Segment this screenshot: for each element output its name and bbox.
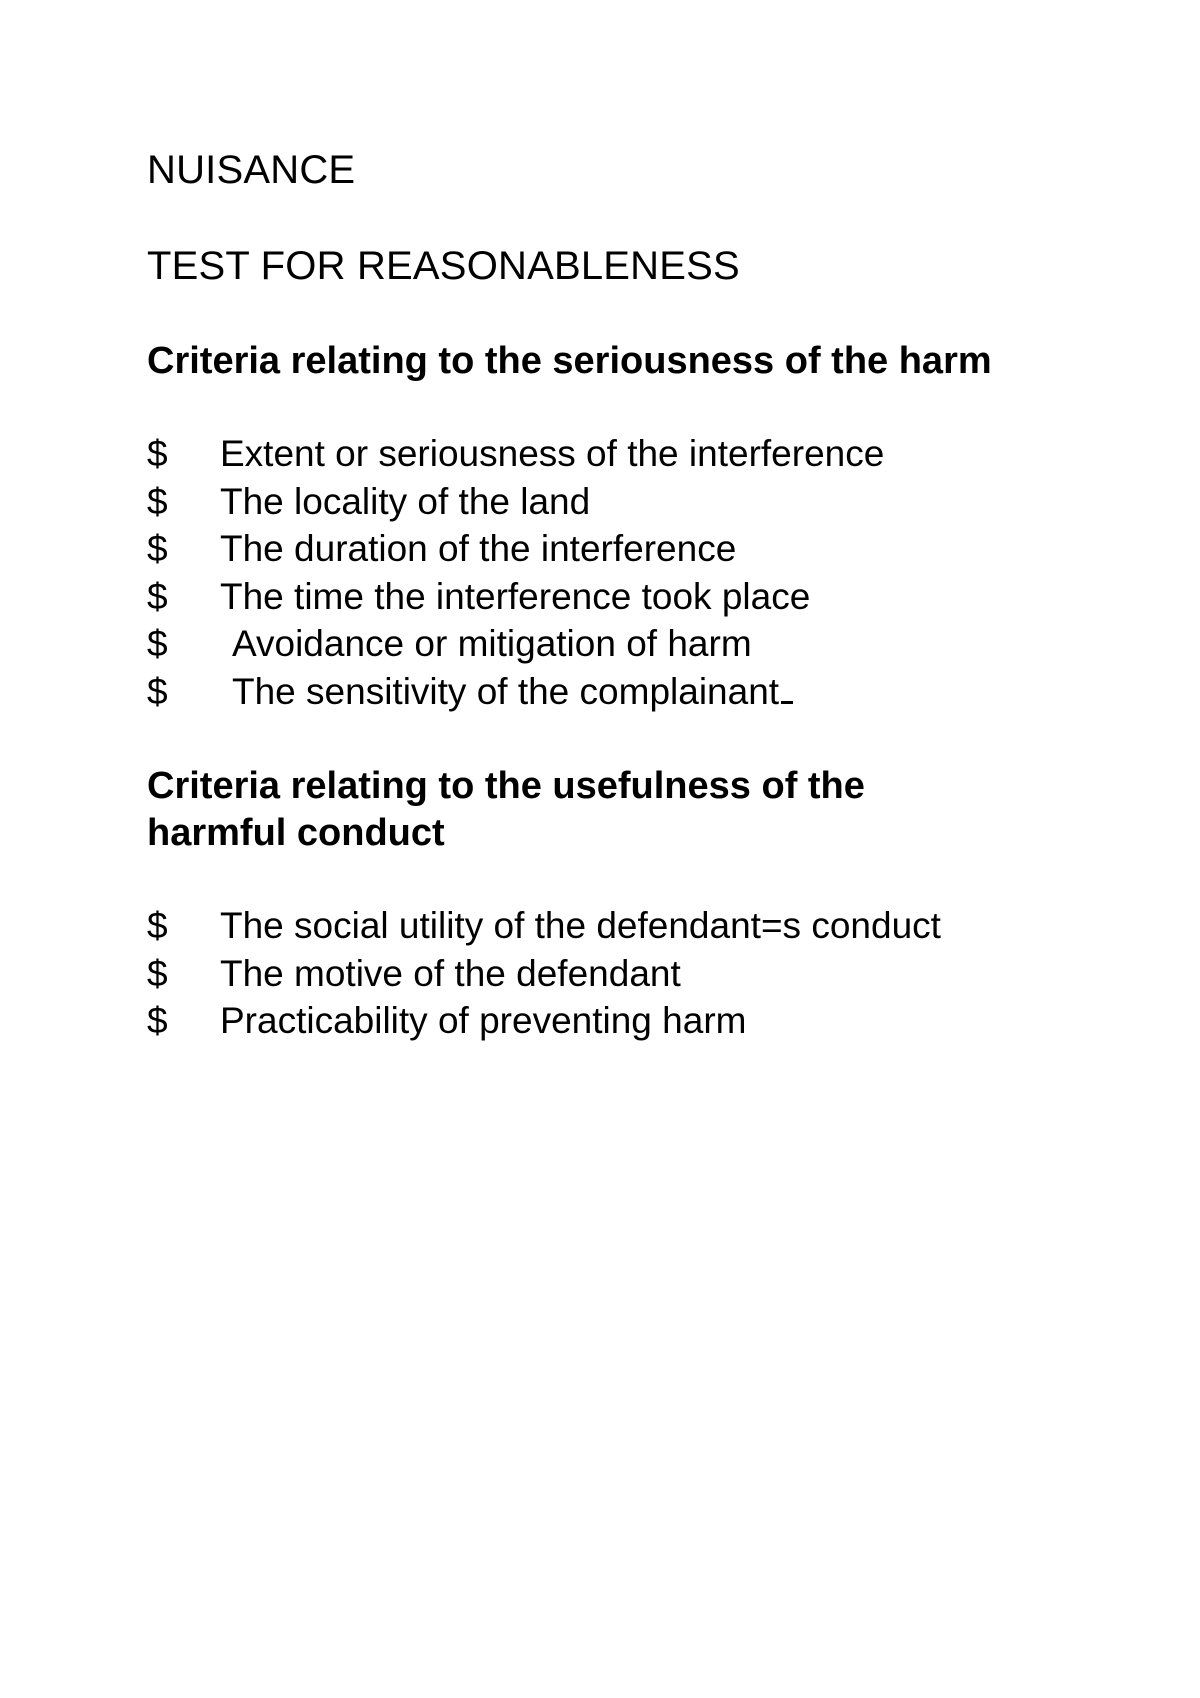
list-item-text: Avoidance or mitigation of harm (232, 623, 752, 664)
section-heading-usefulness (147, 763, 1147, 857)
list-item (147, 525, 1147, 573)
list-item-text: The time the interference took place (220, 575, 811, 617)
dollar-bullet: $ (147, 670, 168, 712)
list-item-text: The social utility of the defendant=s conduct (220, 905, 941, 946)
dollar-bullet: $ (147, 528, 168, 569)
list-item-text-content: The sensitivity of the complainant (232, 670, 780, 712)
document-page (147, 146, 1147, 1045)
list-item-text: Practicability of preventing harm (220, 1000, 747, 1041)
section-heading-seriousness: Criteria relating to the seriousness of the harm (147, 340, 992, 382)
list-item-text (220, 668, 793, 716)
list-item-text: Extent or seriousness of the interference (220, 433, 885, 474)
list-item (147, 902, 1147, 950)
document-title: NUISANCE (147, 148, 356, 192)
list-item-text: The locality of the land (220, 480, 591, 522)
section-heading-line: harmful conduct (147, 812, 445, 854)
dollar-bullet: $ (147, 480, 168, 522)
section-heading-line: Criteria relating to the usefulness of the (147, 765, 865, 807)
text-cursor-mark (781, 669, 793, 704)
dollar-bullet: $ (147, 1000, 168, 1041)
list-item (147, 573, 1147, 621)
list-item (147, 620, 1147, 668)
list-item (147, 668, 1147, 716)
list-item-text: The duration of the interference (220, 528, 737, 569)
list-item (147, 478, 1147, 526)
list-item (147, 430, 1147, 478)
list-item-text: The motive of the defendant (220, 952, 681, 994)
usefulness-criteria-list (147, 902, 1147, 1045)
seriousness-criteria-list (147, 430, 1147, 715)
dollar-bullet: $ (147, 905, 168, 946)
dollar-bullet: $ (147, 433, 168, 474)
dollar-bullet: $ (147, 623, 168, 664)
dollar-bullet: $ (147, 575, 168, 617)
dollar-bullet: $ (147, 952, 168, 994)
list-item (147, 950, 1147, 998)
list-item (147, 997, 1147, 1045)
document-subtitle: TEST FOR REASONABLENESS (147, 244, 740, 288)
